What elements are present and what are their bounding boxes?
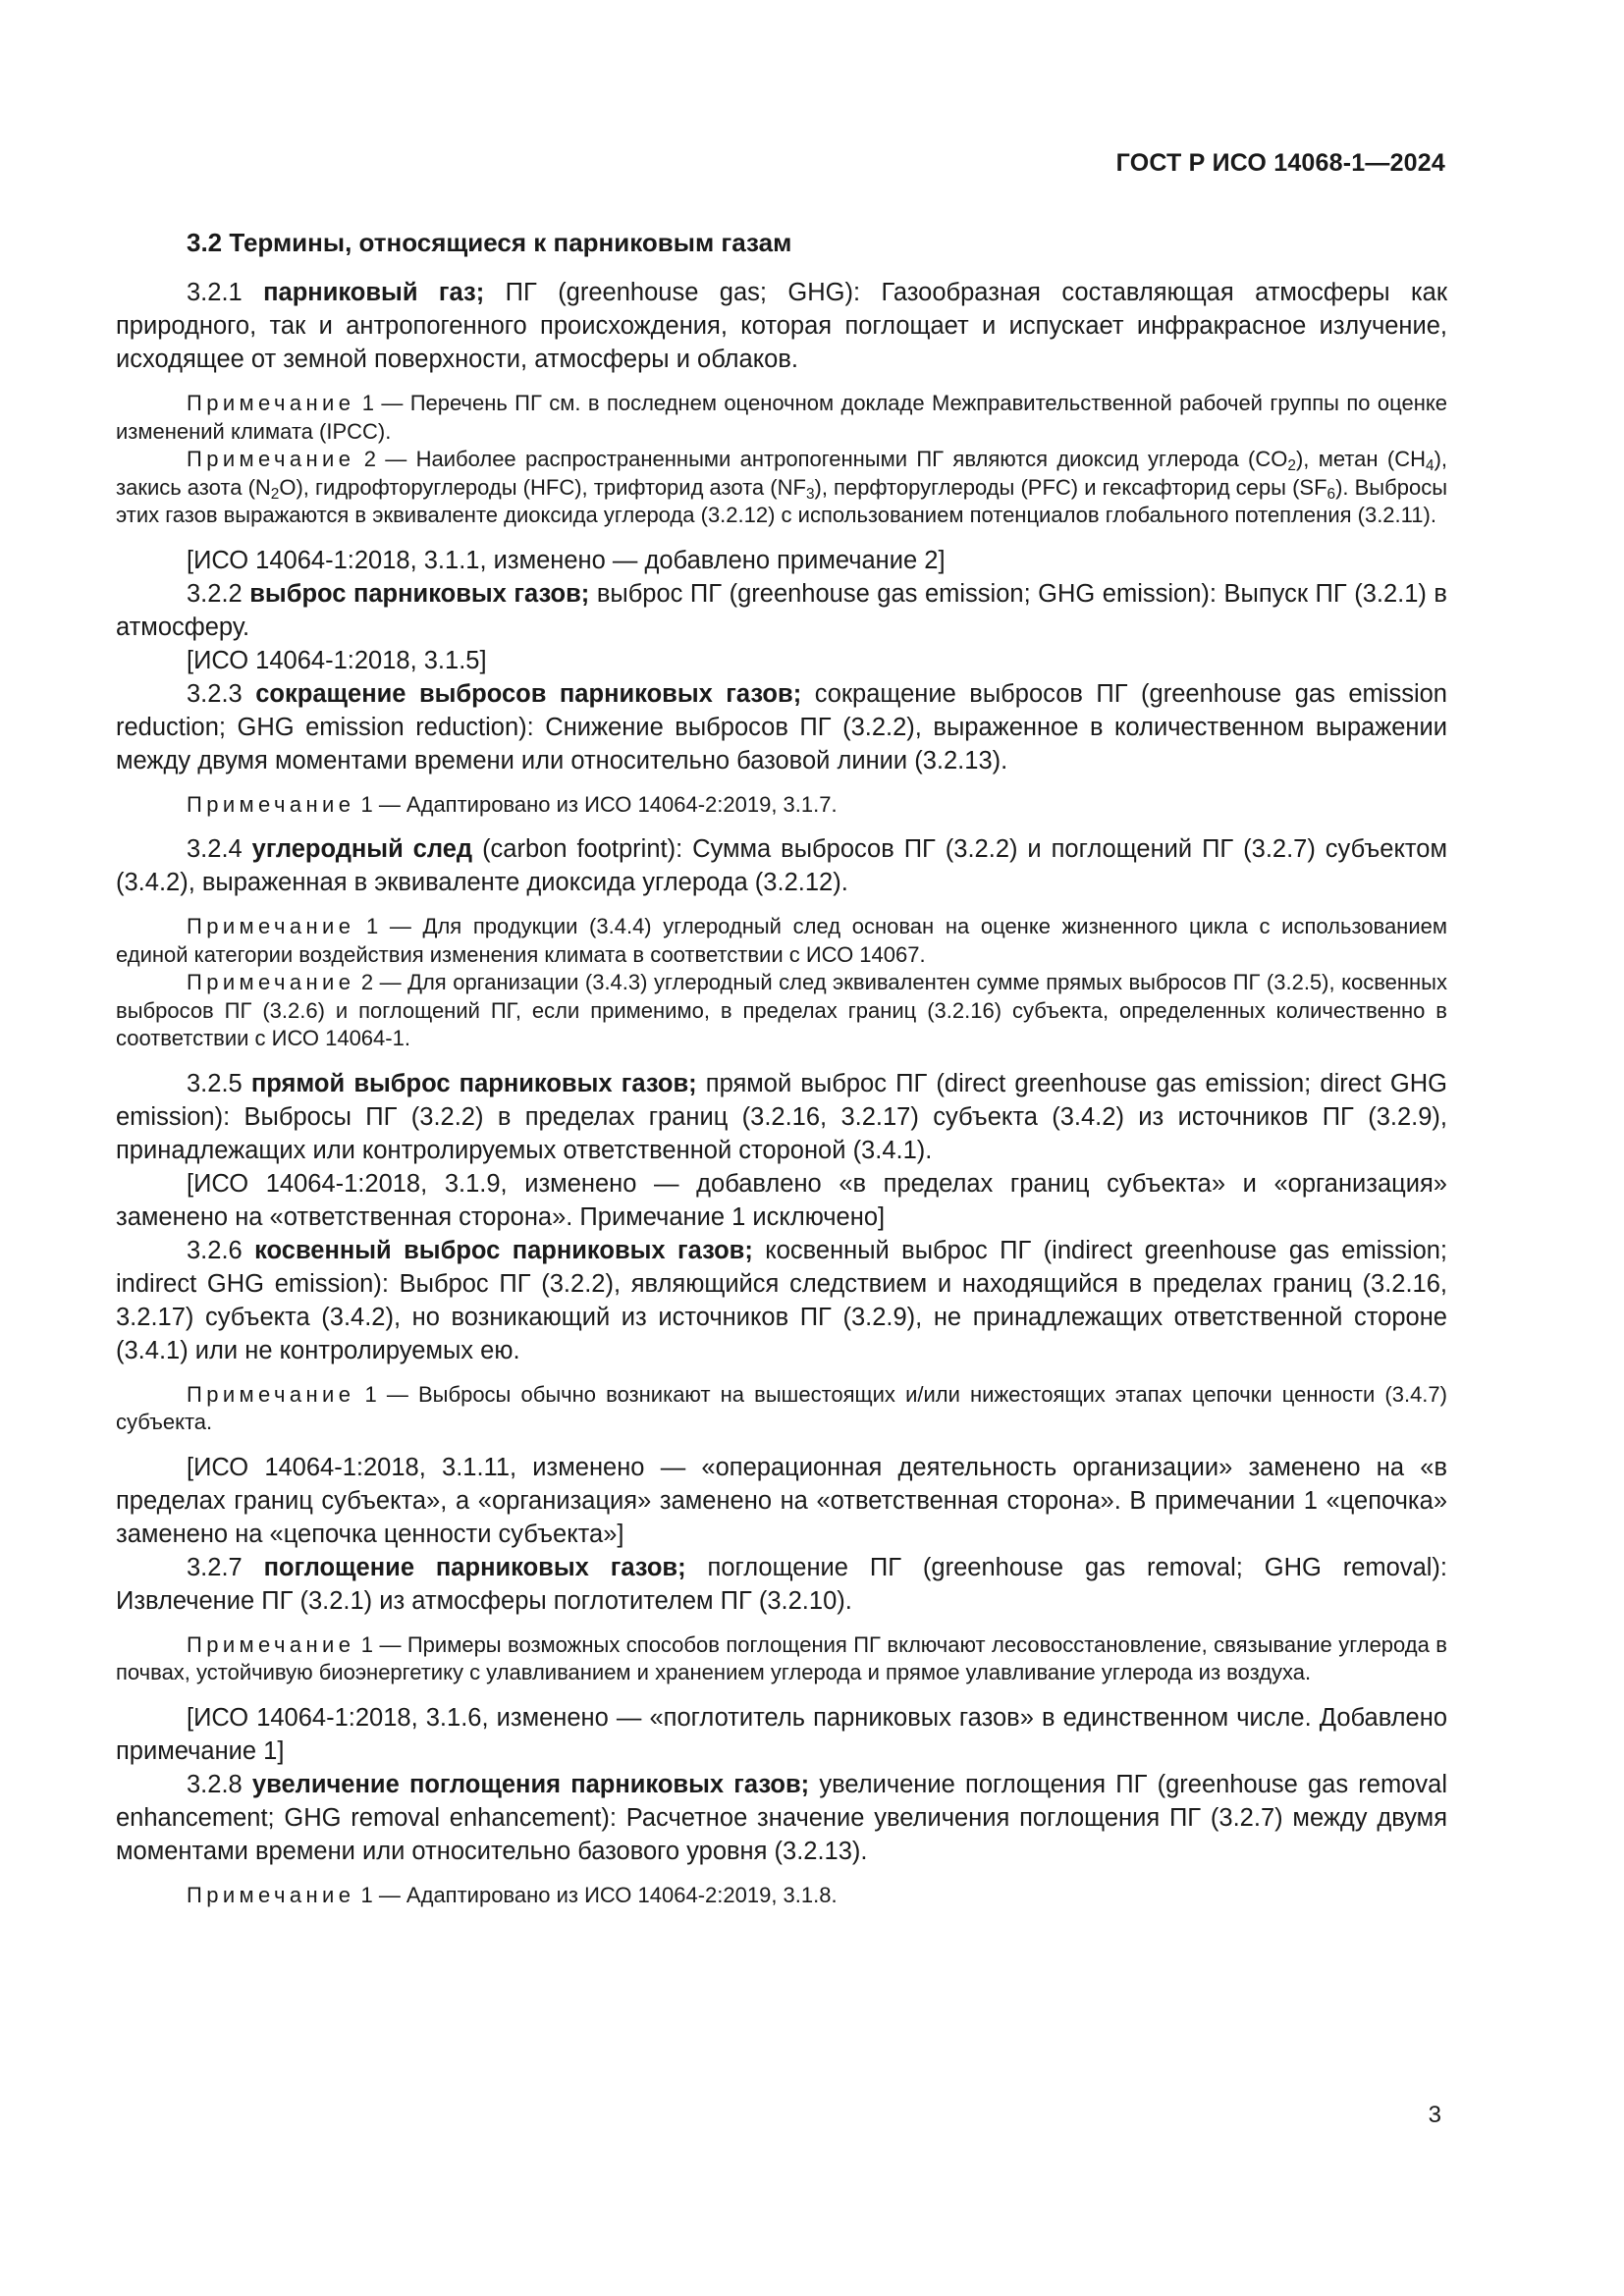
- term-name: прямой выброс парниковых газов;: [250, 1069, 697, 1097]
- document-code: ГОСТ Р ИСО 14068-1—2024: [1115, 149, 1445, 177]
- term-definition: косвенный выброс ПГ (indirect greenhouse gas emission; indirect GHG emission): Выброс ПГ (3.2.2), являющийся следствием и находящийся в пределах границ (3.2.16, 3.2.17) субъекта (3.4.2), но возникающий из источников ПГ (3.2.9), не принадлежащих ответственной стороне (3.4.1) или не контролируемых ею.: [116, 1236, 1448, 1364]
- term-name: парниковый газ;: [263, 279, 485, 306]
- note-3-2-4-2: [116, 969, 1447, 1053]
- term-3-2-7: [116, 1551, 1447, 1618]
- source-3-2-2: [ИСО 14064-1:2018, 3.1.5]: [187, 646, 487, 674]
- term-3-2-5: [116, 1067, 1447, 1167]
- source-3-2-6: [ИСО 14064-1:2018, 3.1.11, изменено — «операционная деятельность организации» заменено на «в пределах границ субъекта», а «организация» заменено на «ответственная сторона». В примечании 1 «цепочка» заменено на «цепочка ценности субъекта»]: [116, 1453, 1447, 1548]
- term-number: 3.2.1: [187, 279, 243, 306]
- term-3-2-2: [116, 577, 1447, 644]
- term-name: выброс парниковых газов;: [249, 579, 590, 608]
- note-text: 1 — Выбросы обычно возникают на вышестоящих и/или нижестоящих этапах цепочки ценности (3.4.7) субъекта.: [116, 1381, 1447, 1434]
- source-3-2-1: [ИСО 14064-1:2018, 3.1.1, изменено — добавлено примечание 2]: [187, 546, 946, 574]
- term-number: 3.2.3: [187, 679, 243, 708]
- note-3-2-3-1: [116, 791, 1447, 820]
- term-definition: поглощение ПГ (greenhouse gas removal; GHG removal): Извлечение ПГ (3.2.1) из атмосферы поглотителем ПГ (3.2.10).: [116, 1553, 1448, 1615]
- note-text: 1 — Адаптировано из ИСО 14064-2:2019, 3.1.8.: [360, 1882, 838, 1907]
- term-name: увеличение поглощения парниковых газов;: [251, 1770, 810, 1798]
- term-number: 3.2.6: [187, 1236, 243, 1264]
- note-3-2-8-1: [116, 1882, 1447, 1910]
- term-definition: (carbon footprint): Сумма выбросов ПГ (3.2.2) и поглощений ПГ (3.2.7) субъектом (3.4.2), выраженная в эквиваленте диоксида углерода (3.2.12).: [116, 835, 1448, 896]
- source-3-2-7: [ИСО 14064-1:2018, 3.1.6, изменено — «поглотитель парниковых газов» в единственном числе. Добавлено примечание 1]: [116, 1703, 1447, 1765]
- note-label: Примечание: [187, 1631, 355, 1657]
- term-definition: сокращение выбросов ПГ (greenhouse gas emission reduction; GHG emission reduction): Снижение выбросов ПГ (3.2.2), выраженное в количественном выражении между двумя моментами времени или относительно базовой линии (3.2.13).: [116, 679, 1447, 774]
- note-text: 2 — Для организации (3.4.3) углеродный след эквивалентен сумме прямых выбросов ПГ (3.2.5), косвенных выбросов ПГ (3.2.6) и поглощений ПГ, если применимо, в пределах границ (3.2.16) субъекта, определенных количественно в соответствии с ИСО 14064-1.: [116, 970, 1447, 1050]
- section-title: 3.2 Термины, относящиеся к парниковым газам: [187, 228, 792, 257]
- term-number: 3.2.2: [187, 579, 243, 608]
- term-name: углеродный след: [251, 835, 473, 863]
- note-label: Примечание: [187, 447, 355, 471]
- note-label: Примечание: [187, 391, 355, 415]
- term-definition: ПГ (greenhouse gas; GHG): Газообразная составляющая атмосферы как природного, так и антропогенного происхождения, которая поглощает и испускает инфракрасное излучение, исходящее от земной поверхности, атмосферы и облаков.: [116, 279, 1447, 373]
- note-label: Примечание: [187, 1381, 355, 1407]
- term-definition: увеличение поглощения ПГ (greenhouse gas removal enhancement; GHG removal enhancement): Расчетное значение увеличения поглощения ПГ (3.2.7) между двумя моментами времени или относительно базового уровня (3.2.13).: [116, 1770, 1448, 1865]
- note-text: 1 — Адаптировано из ИСО 14064-2:2019, 3.1.7.: [360, 791, 838, 817]
- note-3-2-6-1: [116, 1381, 1447, 1437]
- term-3-2-3: [116, 677, 1447, 777]
- term-3-2-1: [116, 276, 1447, 376]
- note-label: Примечание: [187, 791, 355, 817]
- note-3-2-1-2: [116, 446, 1447, 530]
- page-content: [116, 228, 1447, 1909]
- source-3-2-5: [ИСО 14064-1:2018, 3.1.9, изменено — добавлено «в пределах границ субъекта» и «организация» заменено на «ответственная сторона». Примечание 1 исключено]: [116, 1169, 1447, 1231]
- note-text: 1 — Для продукции (3.4.4) углеродный след основан на оценке жизненного цикла с использованием единой категории воздействия изменения климата в соответствии с ИСО 14067.: [116, 914, 1447, 967]
- note-text: 2 — Наиболее распространенными антропогенными ПГ являются диоксид углерода $(CO_2)$, метан $(CH_4)$, закись азота $(N_2O)$, гидрофторуглероды (HFC), трифторид азота $(NF_3)$, перфторуглероды (PFC) и гексафторид серы $(SF_6)$. Выбросы этих газов выражаются в эквиваленте диоксида углерода (3.2.12) с использованием потенциалов глобального потепления (3.2.11).: [116, 447, 1448, 527]
- term-number: 3.2.4: [187, 835, 243, 863]
- term-3-2-6: [116, 1234, 1447, 1367]
- term-number: 3.2.5: [187, 1069, 243, 1097]
- note-3-2-4-1: [116, 913, 1447, 969]
- term-definition: прямой выброс ПГ (direct greenhouse gas emission; direct GHG emission): Выбросы ПГ (3.2.2) в пределах границ (3.2.16, 3.2.17) субъекта (3.4.2) из источников ПГ (3.2.9), принадлежащих или контролируемых ответственной стороной (3.4.1).: [116, 1069, 1447, 1164]
- term-name: сокращение выбросов парниковых газов;: [255, 679, 802, 708]
- note-text: 1 — Примеры возможных способов поглощения ПГ включают лесовосстановление, связывание углерода в почвах, устойчивую биоэнергетику с улавливанием и хранением углерода и прямое улавливание углерода из воздуха.: [116, 1631, 1447, 1684]
- note-3-2-7-1: [116, 1631, 1447, 1687]
- term-definition: выброс ПГ (greenhouse gas emission; GHG emission): Выпуск ПГ (3.2.1) в атмосферу.: [116, 579, 1447, 641]
- term-3-2-4: [116, 832, 1447, 899]
- term-number: 3.2.7: [187, 1553, 243, 1581]
- note-label: Примечание: [187, 1882, 355, 1907]
- term-3-2-8: [116, 1768, 1447, 1868]
- note-3-2-1-1: [116, 390, 1447, 446]
- term-name: поглощение парниковых газов;: [263, 1553, 686, 1581]
- note-label: Примечание: [187, 970, 355, 994]
- term-name: косвенный выброс парниковых газов;: [254, 1236, 753, 1264]
- note-label: Примечание: [187, 914, 355, 938]
- term-number: 3.2.8: [187, 1770, 243, 1798]
- page-number: 3: [1428, 2102, 1441, 2128]
- note-text: 1 — Перечень ПГ см. в последнем оценочном докладе Межправительственной рабочей группы по оценке изменений климата (IPCC).: [116, 391, 1447, 444]
